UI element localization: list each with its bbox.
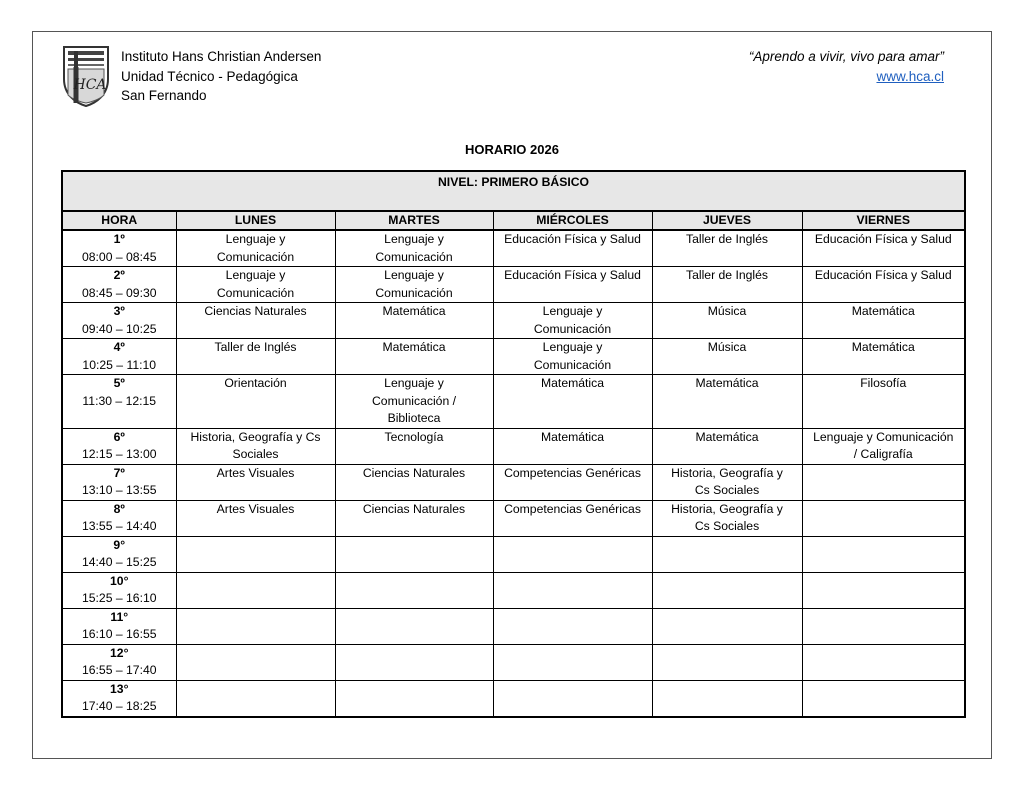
logo-monogram: HCA	[73, 77, 107, 93]
hour-cell	[62, 608, 176, 644]
class-cell	[652, 572, 802, 608]
class-cell	[802, 536, 965, 572]
class-cell	[802, 680, 965, 717]
class-subject-line: Lenguaje y	[384, 268, 444, 282]
class-cell	[176, 339, 335, 375]
institution-name: Instituto Hans Christian Andersen	[121, 49, 322, 64]
column-header-miercoles: MIÉRCOLES	[493, 211, 652, 230]
class-subject-line: Lenguaje y	[225, 268, 286, 282]
class-cell	[335, 500, 493, 536]
hour-cell	[62, 500, 176, 536]
class-subject-line: Competencias Genéricas	[504, 465, 641, 480]
class-cell	[335, 230, 493, 267]
hour-number: 3º	[113, 304, 125, 318]
hour-number: 2º	[113, 268, 125, 282]
class-cell	[652, 644, 802, 680]
column-header-viernes: VIERNES	[802, 211, 965, 230]
level-header: NIVEL: PRIMERO BÁSICO	[62, 171, 965, 211]
class-subject-line: Taller de Inglés	[214, 340, 297, 354]
hour-cell	[62, 680, 176, 717]
hour-number: 6º	[113, 429, 125, 444]
class-cell	[335, 680, 493, 717]
class-subject-line: Lenguaje y Comunicación	[813, 429, 954, 444]
hour-number: 7º	[113, 465, 125, 480]
class-subject-line: Matemática	[541, 429, 604, 444]
hour-time: 11:30 – 12:15	[82, 393, 157, 408]
class-subject-line: Historia, Geografía y Cs	[190, 429, 321, 444]
hour-number: 5º	[113, 376, 125, 390]
column-header-lunes: LUNES	[176, 211, 335, 230]
hour-number: 11°	[110, 609, 129, 624]
column-header-jueves: JUEVES	[652, 211, 802, 230]
institution-block	[121, 47, 321, 106]
class-cell	[652, 500, 802, 536]
class-cell	[802, 339, 965, 375]
table-row	[62, 339, 965, 375]
class-subject-line: Ciencias Naturales	[362, 465, 466, 480]
class-subject-line: Biblioteca	[387, 411, 441, 425]
hour-time: 13:55 – 14:40	[81, 519, 157, 533]
class-cell	[652, 303, 802, 339]
class-subject-line: Lenguaje y	[542, 340, 603, 354]
class-subject-line: Lenguaje y	[225, 232, 286, 246]
class-cell	[802, 267, 965, 303]
table-row	[62, 464, 965, 500]
class-subject-line: / Caligrafía	[853, 447, 913, 461]
hour-number: 8º	[113, 501, 125, 516]
hour-time: 08:45 – 09:30	[81, 285, 157, 300]
class-cell	[802, 608, 965, 644]
class-subject-line: Educación Física y Salud	[504, 232, 641, 246]
class-subject-line: Tecnología	[384, 429, 444, 444]
class-cell	[493, 500, 652, 536]
class-subject-line: Comunicación	[533, 357, 612, 372]
table-row	[62, 230, 965, 267]
table-row	[62, 375, 965, 429]
hour-cell	[62, 428, 176, 464]
class-cell	[493, 375, 652, 429]
class-cell	[335, 536, 493, 572]
class-subject-line: Lenguaje y	[384, 232, 444, 246]
hour-cell	[62, 536, 176, 572]
hour-time: 10:25 – 11:10	[82, 357, 157, 372]
hour-time: 17:40 – 18:25	[81, 699, 157, 713]
class-cell	[176, 644, 335, 680]
class-cell	[176, 230, 335, 267]
school-motto: “Aprendo a vivir, vivo para amar”	[748, 49, 944, 64]
class-cell	[335, 339, 493, 375]
website-link[interactable]: www.hca.cl	[876, 68, 944, 84]
class-subject-line: Filosofía	[860, 376, 907, 390]
hour-number: 9°	[113, 537, 126, 552]
class-subject-line: Comunicación	[216, 249, 295, 264]
class-cell	[652, 339, 802, 375]
hour-time: 16:55 – 17:40	[81, 663, 157, 677]
class-cell	[493, 428, 652, 464]
class-cell	[802, 464, 965, 500]
class-cell	[493, 572, 652, 608]
table-row	[62, 536, 965, 572]
class-cell	[802, 572, 965, 608]
class-cell	[493, 267, 652, 303]
class-cell	[802, 428, 965, 464]
class-subject-line: Comunicación	[375, 249, 453, 264]
table-row	[62, 644, 965, 680]
class-subject-line: Matemática	[541, 376, 604, 390]
school-logo	[62, 45, 110, 107]
class-cell	[176, 303, 335, 339]
column-header-hora: HORA	[62, 211, 176, 230]
class-cell	[335, 464, 493, 500]
class-cell	[652, 230, 802, 267]
class-cell	[493, 536, 652, 572]
class-cell	[652, 536, 802, 572]
hour-number: 10°	[110, 573, 129, 588]
hour-time: 12:15 – 13:00	[81, 447, 157, 461]
class-cell	[802, 644, 965, 680]
document-title: HORARIO 2026	[465, 142, 559, 157]
class-cell	[493, 339, 652, 375]
class-cell	[176, 608, 335, 644]
table-row	[62, 428, 965, 464]
class-cell	[176, 428, 335, 464]
class-cell	[335, 608, 493, 644]
hour-time: 08:00 – 08:45	[81, 249, 157, 264]
class-subject-line: Artes Visuales	[216, 501, 295, 516]
class-cell	[493, 680, 652, 717]
class-subject-line: Matemática	[851, 340, 915, 354]
schedule-table	[61, 170, 966, 718]
class-cell	[493, 644, 652, 680]
class-cell	[335, 303, 493, 339]
class-subject-line: Comunicación	[216, 285, 295, 300]
hour-cell	[62, 644, 176, 680]
class-subject-line: Matemática	[695, 429, 759, 444]
class-cell	[802, 375, 965, 429]
class-subject-line: Taller de Inglés	[686, 232, 768, 246]
hour-number: 4º	[113, 340, 125, 354]
class-subject-line: Sociales	[232, 447, 279, 461]
hour-cell	[62, 572, 176, 608]
class-cell	[493, 464, 652, 500]
class-cell	[176, 464, 335, 500]
hour-time: 15:25 – 16:10	[81, 591, 157, 605]
class-cell	[176, 500, 335, 536]
class-subject-line: Lenguaje y	[384, 376, 444, 390]
class-subject-line: Música	[707, 340, 747, 354]
class-cell	[176, 572, 335, 608]
class-cell	[176, 680, 335, 717]
class-subject-line: Matemática	[382, 340, 446, 354]
hour-time: 14:40 – 15:25	[81, 555, 157, 569]
class-subject-line: Ciencias Naturales	[204, 304, 307, 318]
class-cell	[652, 375, 802, 429]
class-cell	[802, 303, 965, 339]
hour-cell	[62, 230, 176, 267]
class-cell	[493, 608, 652, 644]
column-header-martes: MARTES	[335, 211, 493, 230]
class-subject-line: Comunicación /	[372, 393, 456, 408]
class-subject-line: Competencias Genéricas	[504, 501, 641, 516]
class-subject-line: Historia, Geografía y	[671, 465, 783, 480]
class-subject-line: Comunicación	[533, 321, 612, 336]
class-cell	[176, 267, 335, 303]
class-cell	[652, 680, 802, 717]
class-cell	[652, 464, 802, 500]
class-subject-line: Educación Física y Salud	[504, 268, 641, 282]
class-subject-line: Música	[707, 304, 747, 318]
hour-time: 09:40 – 10:25	[81, 321, 157, 336]
class-cell	[335, 267, 493, 303]
class-subject-line: Matemática	[851, 304, 915, 318]
table-row	[62, 608, 965, 644]
class-subject-line: Cs Sociales	[694, 519, 760, 533]
class-cell	[493, 303, 652, 339]
class-subject-line: Cs Sociales	[694, 483, 760, 497]
hour-number: 12°	[110, 645, 129, 660]
class-subject-line: Educación Física y Salud	[814, 268, 952, 282]
class-cell	[652, 608, 802, 644]
class-cell	[176, 536, 335, 572]
table-row	[62, 267, 965, 303]
class-cell	[335, 375, 493, 429]
class-subject-line: Historia, Geografía y	[671, 501, 783, 516]
hour-number: 13°	[110, 681, 129, 696]
class-subject-line: Matemática	[382, 304, 446, 318]
table-row	[62, 572, 965, 608]
city-name: San Fernando	[121, 88, 207, 103]
class-subject-line: Ciencias Naturales	[362, 501, 466, 516]
class-subject-line: Matemática	[695, 376, 759, 390]
class-cell	[652, 267, 802, 303]
hour-time: 13:10 – 13:55	[81, 483, 157, 497]
class-subject-line: Comunicación	[375, 285, 453, 300]
hour-time: 16:10 – 16:55	[81, 627, 157, 641]
table-row	[62, 680, 965, 717]
class-cell	[176, 375, 335, 429]
class-cell	[802, 500, 965, 536]
hour-cell	[62, 375, 176, 429]
class-subject-line: Taller de Inglés	[686, 268, 768, 282]
class-subject-line: Artes Visuales	[216, 465, 295, 480]
table-row	[62, 500, 965, 536]
hour-number: 1º	[113, 232, 125, 246]
class-cell	[802, 230, 965, 267]
class-cell	[335, 644, 493, 680]
table-row	[62, 303, 965, 339]
class-subject-line: Orientación	[224, 376, 287, 390]
class-subject-line: Educación Física y Salud	[814, 232, 952, 246]
class-cell	[335, 428, 493, 464]
class-cell	[493, 230, 652, 267]
hour-cell	[62, 339, 176, 375]
hour-cell	[62, 303, 176, 339]
hour-cell	[62, 267, 176, 303]
hour-cell	[62, 464, 176, 500]
class-cell	[335, 572, 493, 608]
class-cell	[652, 428, 802, 464]
motto-block	[749, 47, 944, 86]
class-subject-line: Lenguaje y	[542, 304, 603, 318]
department-name: Unidad Técnico - Pedagógica	[121, 68, 298, 84]
